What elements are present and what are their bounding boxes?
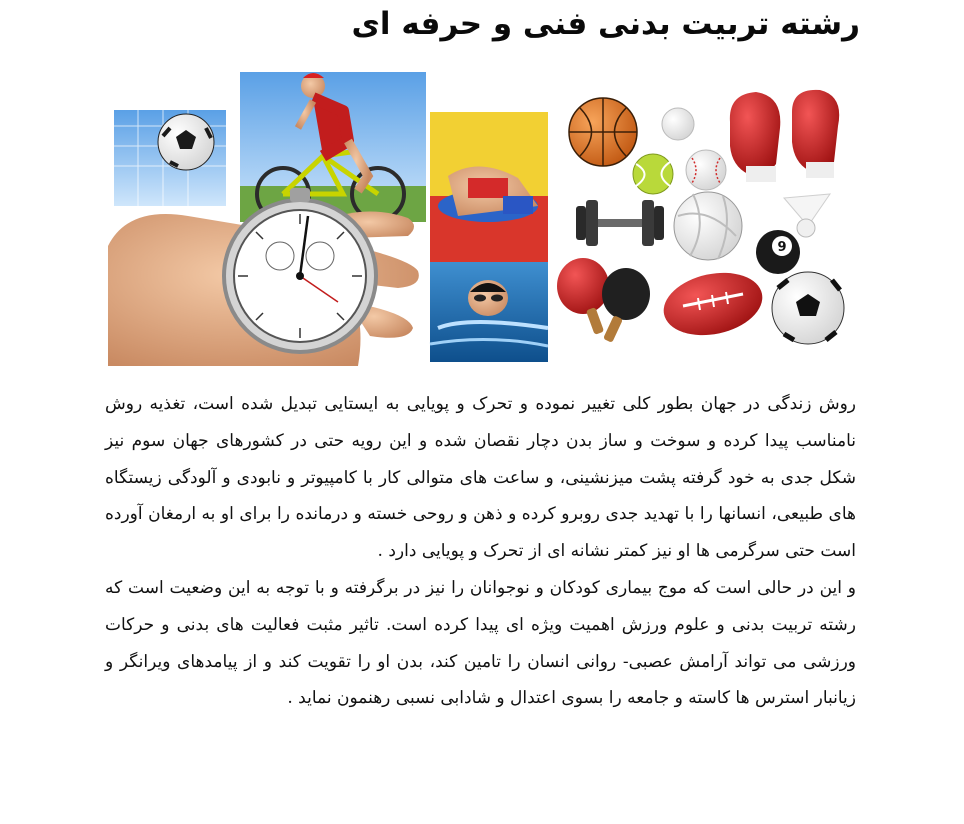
paragraph-1: روش زندگی در جهان بطور کلی تغییر نموده و تحرک و پویایی به ایستایی تبدیل شده است، تغذیه روش نامناسب پیدا کرده و سوخت و ساز بدن دچار نقصان شده و این رویه حتی در کشورهای جهان سوم نیز شکل جدی به خود گرفته پشت میزنشینی، و ساعت های متوالی کار با کامپیوتر و نابودی و آلودگی زیستگاه های طبیعی، انسانها را با تهدید جدی روبرو کرده و ذهن و روحی خسته و درمانده را برای او به ارمغان آورده است حتی سرگرمی ها او نیز کمتر نشانه ای از تحرک و پویایی دارد . [105, 394, 856, 562]
paragraph-2: و این در حالی است که موج بیماری کودکان و نوجوانان را نیز در برگرفته و با توجه به این وضعیت است که رشته تربیت بدنی و علوم ورزش اهمیت ویژه ای پیدا کرده است. تاثیر مثبت فعالیت های بدنی و حرکات ورزشی می تواند آرامش عصبی- روانی انسان را تامین کند، بدن او را تقویت کند و از پیامدهای ویرانگر و زیانبار استرس ها کاسته و جامعه را بسوی اعتدال و شادابی نسبی رهنمون نماید . [105, 577, 856, 709]
document-body [105, 386, 856, 717]
document-title: رشته تربیت بدنی فنی و حرفه ای [351, 6, 860, 42]
left-photo-collage [108, 72, 548, 366]
sports-equipment-collage [557, 90, 844, 344]
sports-collage-image [108, 66, 858, 366]
collage-ball-number: 9 [777, 240, 787, 255]
